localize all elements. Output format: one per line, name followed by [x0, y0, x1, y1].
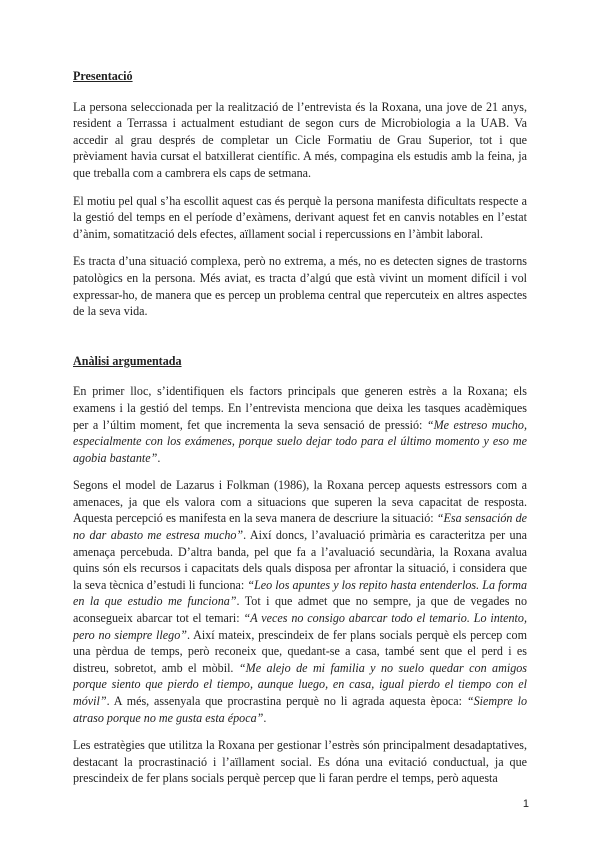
- text-run: . Així doncs, l’avaluació primària es caracteritza per una amenaça percebuda. D’altra banda, pel que fa a l’avaluació secundària, la Roxana avalua quins són els recursos i capacitats dels quals disposa per afrontar la situació, i considera que la seva tècnica d’estudi li funciona:: [73, 528, 528, 592]
- page-number: 1: [522, 798, 529, 810]
- interview-quote: “Me estreso mucho, especialmente con los exámenes, porque suelo dejar todo para el último momento y eso me agobia bastante”: [73, 417, 527, 465]
- heading-presentacio: Presentació: [73, 69, 133, 83]
- paragraph-analisi-2: [73, 477, 527, 726]
- text-run: En primer lloc, s’identifiquen els factors principals que generen estrès a la Roxana; els examens i la gestió del temps. En l’entrevista menciona que deixa les tasques acadèmiques per a l’últim moment, fet que incrementa la seva sensació de pressió:: [73, 384, 527, 432]
- text-run: .: [157, 450, 161, 465]
- paragraph-presentacio-3: Es tracta d’una situació complexa, però no extrema, a més, no es detecten signes de trastorns patològics en la persona. Més aviat, es tracta d’algú que està vivint un moment difícil i vol expressar-ho, de manera que es percep un problema central que repercuteix en altres aspectes de la seva vida.: [73, 254, 527, 319]
- text-run: . A més, assenyala que procrastina perquè no li agrada aquesta època:: [106, 694, 467, 708]
- interview-quote: “Esa sensación de no dar abasto me estresa mucho”: [73, 511, 527, 543]
- paragraph-analisi-1: [73, 383, 527, 466]
- text-run: Segons el model de Lazarus i Folkman (1986), la Roxana percep aquests estressors com a amenaces, ja que els valora com a situacions que superen la seva capacitat de resposta. Aquesta percepció es manifesta en la seva manera de descriure la situació:: [73, 478, 527, 526]
- paragraph-presentacio-2: El motiu pel qual s’ha escollit aquest cas és perquè la persona manifesta dificultats respecte a la gestió del temps en el període d’exàmens, derivant aquest fet en canvis notables en l’estat d’ànim, somatització dels efectes, aïllament social i repercussions en l’àmbit laboral.: [73, 193, 527, 241]
- interview-quote: “Siempre lo atraso porque no me gusta esta época”: [73, 694, 527, 725]
- paragraph-analisi-3: Les estratègies que utilitza la Roxana per gestionar l’estrès són principalment desadaptatives, destacant la procrastinació i l’aïllament social. Es dóna una evitació conductual, ja que prescindeix de fer plans socials perquè percep que li faran perdre el temps, però aquesta: [73, 738, 527, 786]
- interview-quote: “Me alejo de mi familia y no suelo quedar con amigos porque siento que pierdo el tiempo, aunque luego, en casa, igual pierdo el tiempo con el móvil”: [73, 660, 527, 708]
- text-run: .: [263, 710, 267, 725]
- text-run: . Així mateix, prescindeix de fer plans socials perquè els percep com una pèrdua de temps, però reconeix que, quedant-se a casa, també sent que el perd i es distreu, sobretot, amb el mòbil.: [73, 627, 527, 675]
- interview-quote: “A veces no consigo abarcar todo el temario. Lo intento, pero no siempre llego”: [73, 611, 527, 642]
- text-run: . Tot i que admet que no sempre, ja que de vegades no aconsegueix abarcar tot el temari:: [73, 594, 527, 626]
- heading-analisi: Anàlisi argumentada: [73, 353, 182, 368]
- section-spacer: [73, 331, 527, 353]
- paragraph-presentacio-1: La persona seleccionada per la realització de l’entrevista és la Roxana, una jove de 21 anys, resident a Terrassa i actualment estudiant de segon curs de Microbiologia a la UAB. Va accedir al grau després de completar un Cicle Formatiu de Grau Superior, tot i que prèviament havia cursat el batxillerat científic. A més, compagina els estudis amb la feina, ja que treballa com a cambrera els caps de setmana.: [73, 99, 527, 180]
- page-content: [73, 68, 527, 798]
- interview-quote: “Leo los apuntes y los repito hasta entenderlos. La forma en la que estudio me funciona”: [73, 577, 527, 609]
